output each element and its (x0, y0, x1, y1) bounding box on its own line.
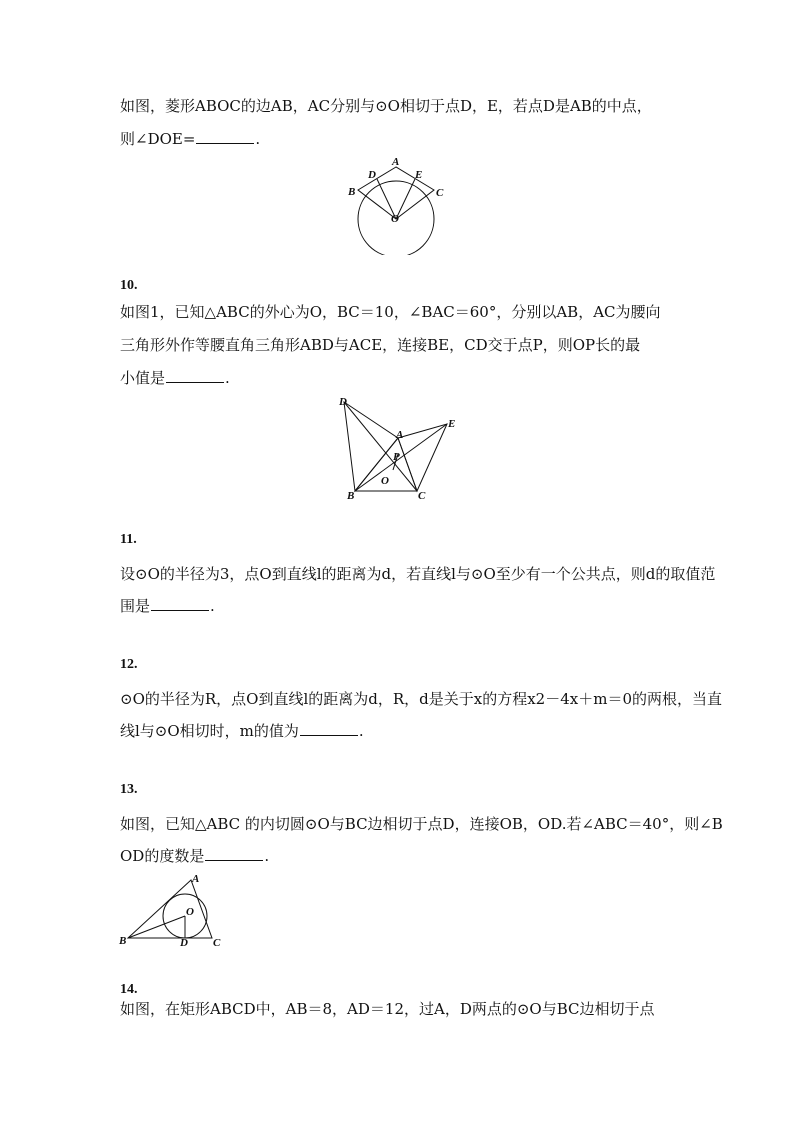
q9-text-line1: 如图，菱形ABOC的边AB，AC分别与⊙O相切于点D，E，若点D是AB的中点， (120, 97, 652, 115)
answer-blank (205, 846, 263, 861)
label-b: B (347, 490, 355, 502)
label-d: D (180, 937, 188, 949)
q11-text-line2: 围是 . (120, 597, 215, 615)
q11-text-line1: 设⊙O的半径为3，点O到直线l的距离为d，若直线l与⊙O至少有一个公共点，则d的取值范 (120, 565, 716, 583)
q14-text-line1: 如图，在矩形ABCD中，AB＝8，AD＝12，过A，D两点的⊙O与BC边相切于点 (120, 1000, 655, 1018)
label-o: O (186, 906, 194, 918)
q9-rhombus-circle-figure (340, 155, 450, 255)
triangle-abc (128, 880, 212, 938)
label-a: A (396, 429, 404, 441)
q9-text-line2: 则∠DOE= . (120, 130, 261, 148)
q10-triangle-figure (335, 392, 465, 504)
q10-text-line3: 小值是 . (120, 369, 230, 387)
triangle-ace (398, 424, 447, 491)
q12-text-line1: ⊙O的半径为R，点O到直线l的距离为d，R，d是关于x的方程x2－4x＋m＝0的两根，当直 (120, 690, 722, 708)
label-c: C (213, 937, 221, 949)
q10-text-line1: 如图1，已知△ABC的外心为O，BC＝10，∠BAC＝60°，分别以AB，AC为腰向 (120, 303, 661, 321)
q12-number: 12. (120, 657, 138, 672)
answer-blank (166, 368, 224, 383)
label-e: E (448, 418, 456, 430)
label-a: A (192, 873, 200, 885)
label-o: O (381, 475, 389, 487)
label-e: E (415, 169, 423, 181)
q13-number: 13. (120, 782, 138, 797)
label-o: O (391, 213, 399, 225)
label-b: B (119, 935, 127, 947)
answer-blank (151, 596, 209, 611)
q10-number: 10. (120, 278, 138, 293)
q13-incircle-figure (116, 870, 228, 950)
label-p: P (393, 451, 400, 463)
q12-text-line2: 线l与⊙O相切时，m的值为 . (120, 722, 364, 740)
label-d: D (368, 169, 376, 181)
label-c: C (418, 490, 426, 502)
q11-number: 11. (120, 532, 137, 547)
label-a: A (392, 156, 400, 168)
q14-number: 14. (120, 982, 138, 997)
label-c: C (436, 187, 444, 199)
label-d: D (339, 396, 347, 408)
answer-blank (196, 129, 254, 144)
q10-text-line2: 三角形外作等腰直角三角形ABD与ACE，连接BE，CD交于点P，则OP长的最 (120, 336, 641, 354)
q13-text-line2: OD的度数是 . (120, 847, 270, 865)
triangle-abd (344, 402, 398, 491)
answer-blank (300, 721, 358, 736)
label-b: B (348, 186, 356, 198)
segment-ob (128, 916, 185, 938)
q13-text-line1: 如图，已知△ABC 的内切圆⊙O与BC边相切于点D，连接OB，OD.若∠ABC＝40°，则∠B (120, 815, 723, 833)
